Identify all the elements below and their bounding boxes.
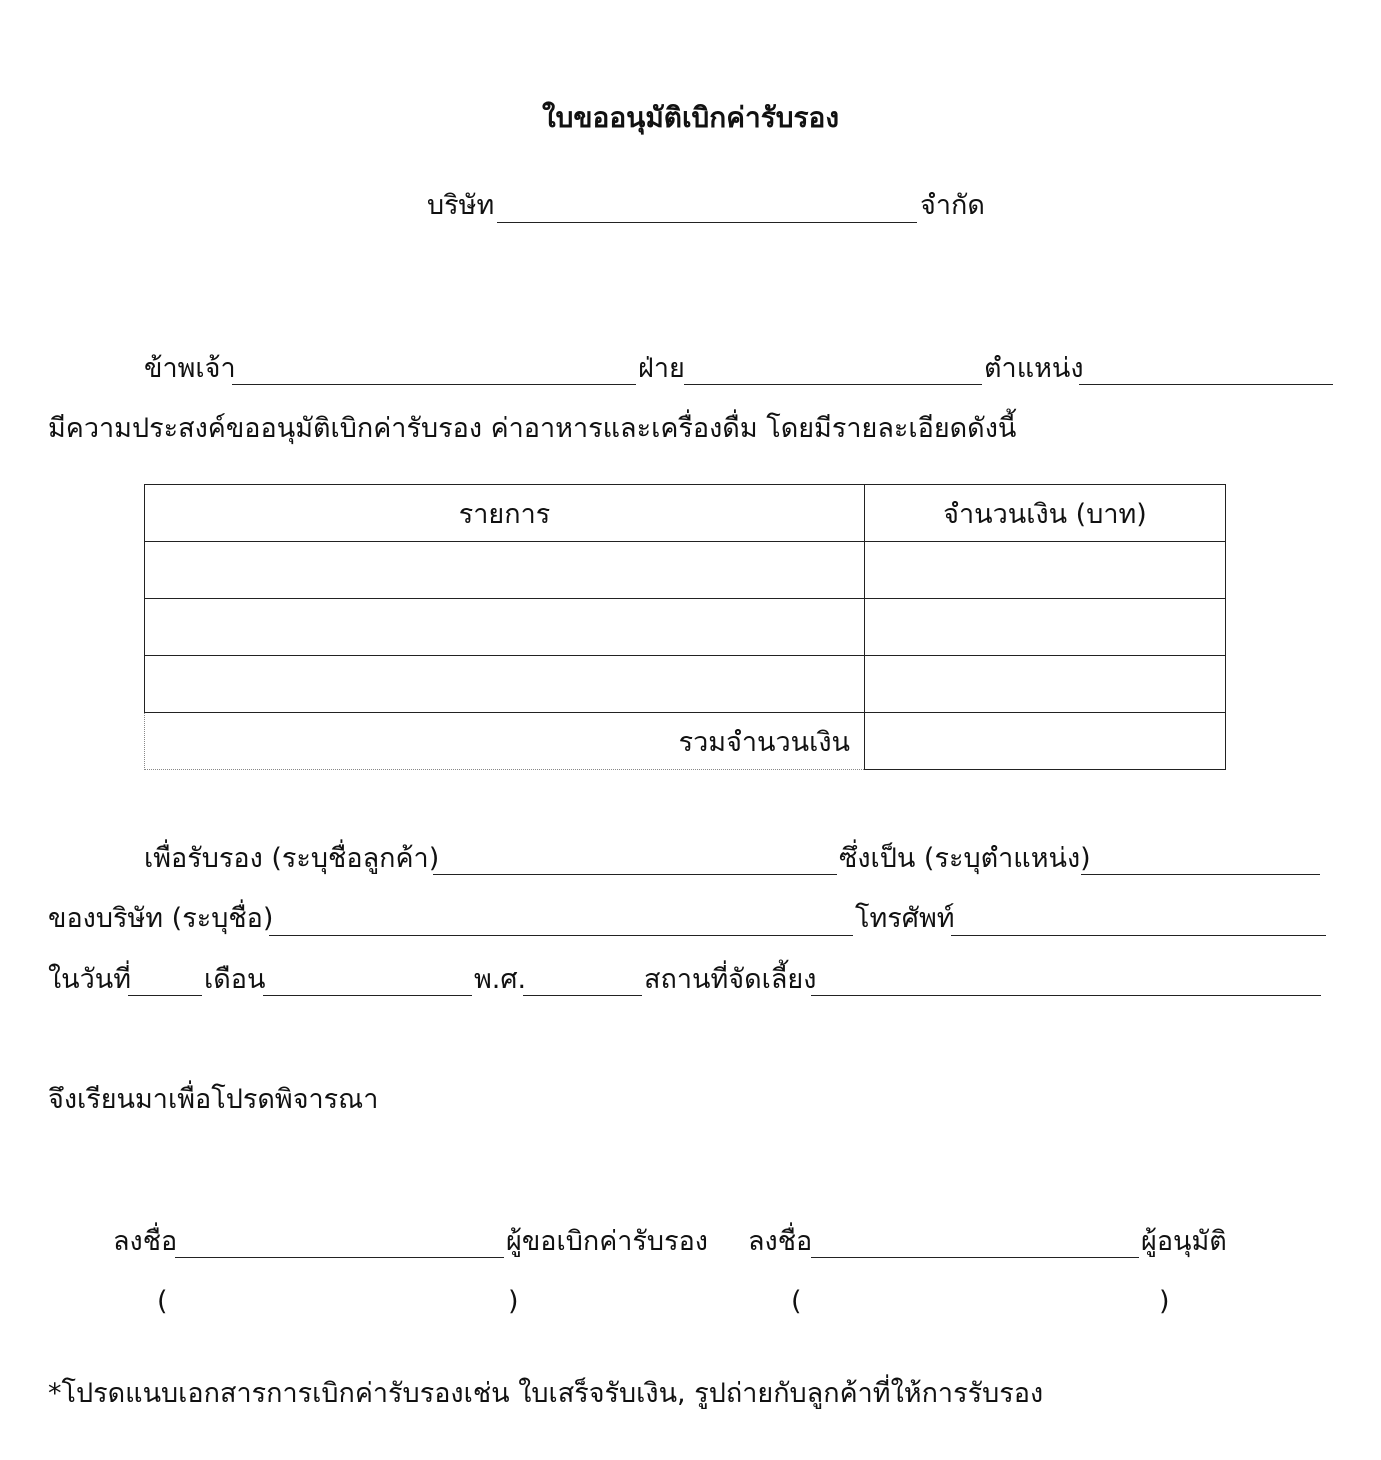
department-field[interactable] (684, 384, 982, 385)
table-header-row (145, 485, 1226, 542)
venue-label: สถานที่จัดเลี้ยง (644, 964, 817, 995)
requester-signature-field[interactable] (175, 1257, 504, 1258)
approver-name-close-paren: ) (1159, 1286, 1170, 1317)
item-cell[interactable] (145, 542, 865, 599)
closing-text: จึงเรียนมาเพื่อโปรดพิจารณา (48, 1084, 379, 1115)
month-field[interactable] (263, 995, 472, 996)
guest-name-field[interactable] (433, 874, 837, 875)
company-suffix-label: จำกัด (920, 190, 985, 221)
document-title: ใบขออนุมัติเบิกค่ารับรอง (541, 101, 840, 134)
table-row (145, 542, 1226, 599)
approver-sign-label: ลงชื่อ (748, 1226, 813, 1257)
approver-signature-field[interactable] (811, 1257, 1139, 1258)
total-amount-cell[interactable] (865, 713, 1226, 770)
amount-cell[interactable] (865, 656, 1226, 713)
requester-name-field[interactable] (232, 384, 636, 385)
position-label: ตำแหน่ง (984, 353, 1084, 384)
purpose-text: มีความประสงค์ขออนุมัติเบิกค่ารับรอง ค่าอาหารและเครื่องดื่ม โดยมีรายละเอียดดังนี้ (48, 413, 1017, 444)
column-header-amount: จำนวนเงิน (บาท) (865, 485, 1226, 542)
table-total-row (145, 713, 1226, 770)
phone-field[interactable] (951, 935, 1326, 936)
guest-company-label: ของบริษัท (ระบุชื่อ) (48, 903, 274, 934)
year-label: พ.ศ. (474, 964, 527, 995)
guest-name-label: เพื่อรับรอง (ระบุชื่อลูกค้า) (144, 843, 440, 874)
approver-name-open-paren: ( (791, 1286, 802, 1317)
guest-position-field[interactable] (1081, 874, 1320, 875)
approver-role-label: ผู้อนุมัติ (1141, 1226, 1227, 1257)
venue-field[interactable] (811, 995, 1321, 996)
column-header-item: รายการ (145, 485, 865, 542)
requester-name-close-paren: ) (508, 1286, 519, 1317)
amount-cell[interactable] (865, 542, 1226, 599)
item-cell[interactable] (145, 599, 865, 656)
requester-role-label: ผู้ขอเบิกค่ารับรอง (506, 1226, 708, 1257)
phone-label: โทรศัพท์ (855, 903, 955, 934)
requester-name-open-paren: ( (157, 1286, 168, 1317)
guest-position-label: ซึ่งเป็น (ระบุตำแหน่ง) (839, 843, 1091, 874)
amount-cell[interactable] (865, 599, 1226, 656)
requester-sign-label: ลงชื่อ (113, 1226, 178, 1257)
month-label: เดือน (204, 964, 266, 995)
requester-name-label: ข้าพเจ้า (144, 353, 236, 384)
total-label: รวมจำนวนเงิน (145, 713, 865, 770)
company-prefix-label: บริษัท (427, 190, 495, 221)
guest-company-field[interactable] (269, 935, 853, 936)
table-row (145, 599, 1226, 656)
position-field[interactable] (1079, 384, 1333, 385)
company-name-field[interactable] (497, 222, 917, 223)
footnote-text: *โปรดแนบเอกสารการเบิกค่ารับรองเช่น ใบเสร็จรับเงิน, รูปถ่ายกับลูกค้าที่ให้การรับรอง (48, 1378, 1044, 1409)
department-label: ฝ่าย (638, 353, 685, 384)
items-table (144, 484, 1226, 770)
day-field[interactable] (128, 995, 202, 996)
year-field[interactable] (523, 995, 642, 996)
table-row (145, 656, 1226, 713)
item-cell[interactable] (145, 656, 865, 713)
day-label: ในวันที่ (48, 964, 132, 995)
